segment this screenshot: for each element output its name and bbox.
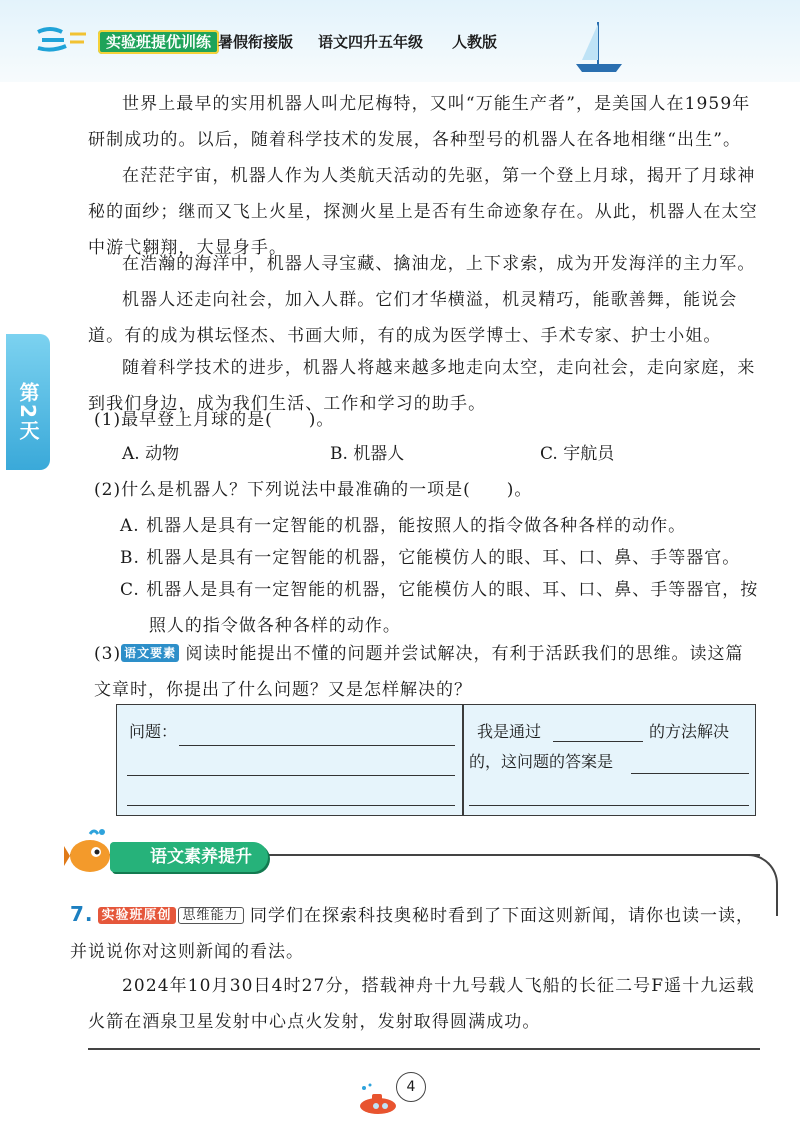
question-line-2[interactable]: [127, 775, 455, 776]
question-line-1[interactable]: [179, 745, 455, 746]
option-c-text: C. 机器人是具有一定智能的机器，它能模仿人的眼、耳、口、鼻、手等器官，按照人的指令做各种各样的动作。: [120, 580, 759, 636]
answer-line[interactable]: [88, 1048, 760, 1050]
question-1-stem: (1)最早登上月球的是( )。: [94, 410, 335, 430]
question-3: [94, 636, 760, 708]
submarine-icon: [354, 1082, 400, 1116]
passage-paragraph-1: 世界上最早的实用机器人叫尤尼梅特，又叫“万能生产者”，是美国人在1959年研制成功的。以后，随着科学技术的发展，各种型号的机器人在各地相继“出生”。: [88, 94, 751, 150]
question-2-option-c[interactable]: [120, 572, 760, 644]
skill-tag: 思维能力: [178, 907, 244, 924]
sailboat-icon: [572, 18, 632, 78]
news-text: 2024年10月30日4时27分，搭载神舟十九号载人飞船的长征二号F遥十九运载火箭在酒泉卫星发射中心点火发射，发射取得圆满成功。: [88, 976, 755, 1032]
page-header: [0, 0, 800, 82]
answer-table: [116, 704, 756, 816]
option-c[interactable]: C. 宇航员: [540, 444, 615, 464]
option-a-text: A. 机器人是具有一定智能的机器，能按照人的指令做各种各样的动作。: [120, 516, 687, 536]
question-2-option-b[interactable]: [120, 540, 760, 576]
book-logo-icon: [36, 26, 88, 52]
page-number: 4: [396, 1072, 426, 1102]
section-banner: [70, 838, 760, 878]
option-b[interactable]: B. 机器人: [330, 444, 405, 464]
section-title: 语文素养提升: [110, 842, 268, 872]
answer-blank[interactable]: [631, 773, 749, 774]
option-b-text: B. 机器人是具有一定智能的机器，它能模仿人的眼、耳、口、鼻、手等器官。: [120, 548, 741, 568]
fish-mascot-icon: [64, 826, 114, 878]
method-suffix: 的方法解决: [649, 722, 730, 741]
method-prefix: 我是通过: [477, 722, 542, 741]
question-7: [70, 896, 760, 970]
answer-line-2[interactable]: [469, 805, 749, 806]
table-divider: [462, 705, 464, 815]
series-badge: 实验班提优训练: [98, 30, 219, 54]
question-3-text: 阅读时能提出不懂的问题并尝试解决，有利于活跃我们的思维。读这篇文章时，你提出了什么问题？又是怎样解决的？: [94, 644, 744, 700]
question-2-option-a[interactable]: [120, 508, 760, 544]
option-a[interactable]: A. 动物: [122, 444, 180, 464]
passage-paragraph-5: 随着科学技术的进步，机器人将越来越多地走向太空，走向社会，走向家庭，来到我们身边，成为我们生活、工作和学习的助手。: [88, 358, 756, 414]
question-3-number: (3): [94, 644, 122, 664]
day-tab: 第2天: [6, 334, 50, 470]
question-line-3[interactable]: [127, 805, 455, 806]
question-7-number: 7.: [70, 902, 94, 926]
passage-paragraph-4: 机器人还走向社会，加入人群。它们才华横溢，机灵精巧，能歌善舞，能说会道。有的成为棋坛怪杰、书画大师，有的成为医学博士、手术专家、护士小姐。: [88, 290, 738, 346]
key-element-tag: 语文要素: [121, 644, 179, 662]
question-label: 问题：: [129, 722, 178, 741]
grade-label: 语文四升五年级: [318, 33, 424, 51]
publisher-label: 人教版: [452, 33, 498, 51]
passage-paragraph-2: 在茫茫宇宙，机器人作为人类航天活动的先驱，第一个登上月球，揭开了月球神秘的面纱；继而又飞上火星，探测火星上是否有生命迹象存在。从此，机器人在太空中游弋翱翔，大显身手。: [88, 166, 758, 258]
answer-prefix: 的，这问题的答案是: [469, 752, 614, 771]
method-blank[interactable]: [553, 741, 643, 742]
question-2-stem: (2)什么是机器人？下列说法中最准确的一项是( )。: [94, 480, 533, 500]
original-tag: 实验班原创: [98, 907, 176, 924]
edition-label: 暑假衔接版: [218, 33, 294, 51]
passage-paragraph-3: 在浩瀚的海洋中，机器人寻宝藏、擒油龙，上下求索，成为开发海洋的主力军。: [122, 254, 756, 274]
question-7-text: 同学们在探索科技奥秘时看到了下面这则新闻，请你也读一读，并说说你对这则新闻的看法。: [70, 906, 754, 962]
